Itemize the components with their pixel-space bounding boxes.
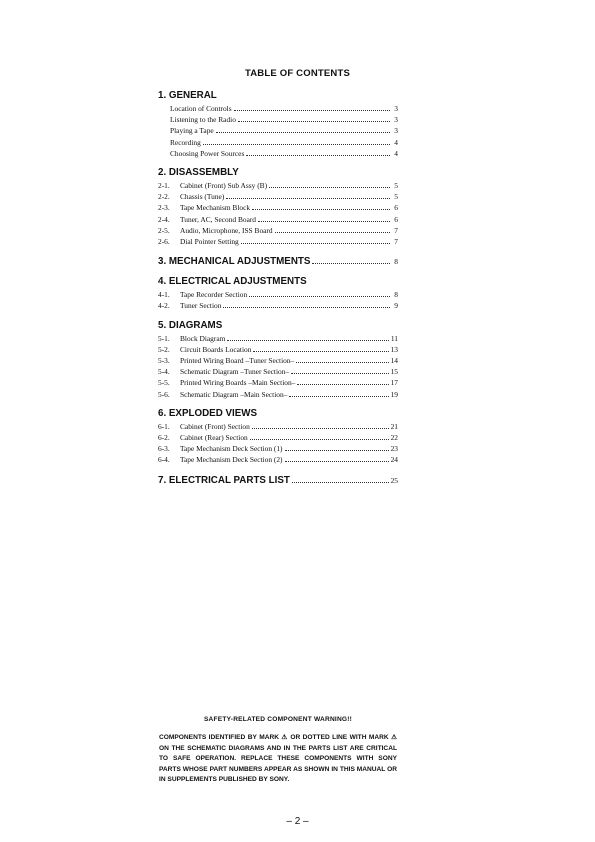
dot-leader [238,121,390,122]
entry-title: Tape Recorder Section [180,290,248,300]
dot-leader [297,384,388,385]
toc-section [158,408,398,466]
dot-leader [296,362,388,363]
entry-number: 4-2. [158,301,170,311]
entry-number: 6-3. [158,444,170,454]
entry-title: Playing a Tape [170,126,214,136]
section-heading: 7. ELECTRICAL PARTS LIST [158,474,290,486]
toc-entry [158,225,398,236]
toc-section [158,474,398,487]
toc-entry [158,289,398,300]
page-ref: 21 [390,421,398,431]
dot-leader [227,340,389,341]
entry-number: 2-2. [158,192,170,202]
dot-leader [258,221,390,222]
dot-leader [253,351,388,352]
toc-entry [158,366,398,377]
toc-section [158,255,398,268]
entry-title: Dial Pointer Setting [180,237,239,247]
page-ref: 3 [394,126,398,136]
section-heading: 4. ELECTRICAL ADJUSTMENTS [158,276,307,288]
page-ref: 25 [390,475,398,485]
page-ref: 9 [394,301,398,311]
section-heading: 2. DISASSEMBLY [158,167,239,179]
page-ref: 24 [390,455,398,465]
dot-leader [292,482,389,483]
page-ref: 14 [390,356,398,366]
entry-title: Recording [170,137,201,147]
toc-entry [158,355,398,366]
entry-number: 4-1. [158,290,170,300]
entry-number: 2-3. [158,203,170,213]
dot-leader [226,198,390,199]
toc-section [158,90,398,159]
dot-leader [223,307,390,308]
dot-leader [269,187,390,188]
entry-title: Tape Mechanism Deck Section (1) [180,444,283,454]
toc-section-heading-row [158,474,398,487]
dot-leader [289,396,388,397]
toc-list [158,90,398,495]
page-ref: 3 [394,104,398,113]
page-ref: 6 [394,214,398,224]
page-ref: 5 [394,181,398,191]
dot-leader [291,373,388,374]
toc-section-heading-row [158,255,398,268]
entry-number: 6-1. [158,421,170,431]
toc-entry [158,333,398,344]
safety-warning [159,716,397,786]
entry-title: Cabinet (Front) Section [180,421,250,431]
entry-title: Audio, Microphone, ISS Board [180,225,273,235]
entry-title: Listening to the Radio [170,115,236,125]
page-ref: 5 [394,192,398,202]
entry-title: Tape Mechanism Block [180,203,251,213]
entry-number: 5-2. [158,344,170,354]
page-ref: 6 [394,203,398,213]
dot-leader [252,428,389,429]
dot-leader [250,439,389,440]
entry-number: 5-4. [158,367,170,377]
entry-title: Cabinet (Rear) Section [180,433,248,443]
entry-title: Printed Wiring Boards –Main Section– [180,378,296,388]
entry-number: 2-1. [158,181,170,191]
page-number: – 2 – [286,816,309,827]
entry-title: Printed Wiring Board –Tuner Section– [180,356,295,366]
toc-entry [158,148,398,159]
dot-leader [252,209,390,210]
toc-entry [158,432,398,443]
entry-title: Location of Controls [170,104,232,113]
page-ref: 13 [390,344,398,354]
entry-number: 2-4. [158,214,170,224]
dot-leader [246,155,390,156]
entry-number: 5-1. [158,333,170,343]
toc-section [158,276,398,311]
entry-title: Choosing Power Sources [170,148,245,158]
dot-leader [203,144,390,145]
page-ref: 22 [390,433,398,443]
entry-number: 6-2. [158,433,170,443]
page-ref: 15 [390,367,398,377]
dot-leader [249,296,390,297]
toc-section [158,320,398,400]
entry-title: Tape Mechanism Deck Section (2) [180,455,283,465]
toc-entry [158,421,398,432]
page-ref: 3 [394,115,398,125]
toc-section [158,167,398,247]
toc-entry [158,103,398,114]
toc-entry [158,300,398,311]
warning-title: SAFETY-RELATED COMPONENT WARNING!! [203,716,353,723]
toc-entry [158,114,398,125]
entry-number: 5-5. [158,378,170,388]
entry-title: Tuner, AC, Second Board [180,214,257,224]
toc-entry [158,214,398,225]
page-ref: 19 [390,389,398,399]
entry-number: 2-6. [158,237,170,247]
toc-entry [158,180,398,191]
entry-title: Schematic Diagram –Main Section– [180,389,288,399]
dot-leader [241,243,390,244]
page-ref: 4 [394,137,398,147]
toc-entry [158,344,398,355]
entry-title: Circuit Boards Location [180,344,252,354]
page-ref: 17 [390,378,398,388]
toc-entry [158,236,398,247]
page-ref: 4 [394,148,398,158]
section-heading: 3. MECHANICAL ADJUSTMENTS [158,256,311,268]
entry-number: 5-3. [158,356,170,366]
page-ref: 23 [390,444,398,454]
entry-number: 2-5. [158,225,170,235]
entry-title: Chassis (Tune) [180,192,225,202]
toc-entry [158,454,398,465]
section-heading: 6. EXPLODED VIEWS [158,407,258,419]
page-ref: 11 [390,333,398,343]
dot-leader [285,461,389,462]
entry-number: 5-6. [158,389,170,399]
toc-entry [158,137,398,148]
toc-entry [158,389,398,400]
toc-entry [158,202,398,213]
section-heading: 5. DIAGRAMS [158,319,223,331]
dot-leader [285,450,389,451]
dot-leader [216,132,390,133]
toc-entry [158,443,398,454]
warning-body: COMPONENTS IDENTIFIED BY MARK ⚠ OR DOTTED LINE WITH MARK ⚠ ON THE SCHEMATIC DIAGRAMS AND IN THE PARTS LIST ARE CRITICAL TO SAFE OPERATION. REPLACE THESE COMPONENTS WITH SONY PARTS WHOSE PART NUMBERS APPEAR AS SHOWN IN THIS MANUAL OR IN SUPPLEMENTS PUBLISHED BY SONY. [159,734,397,784]
section-heading: 1. GENERAL [158,90,217,101]
entry-title: Cabinet (Front) Sub Assy (B) [180,181,268,191]
entry-number: 6-4. [158,455,170,465]
toc-entry [158,191,398,202]
page-ref: 8 [394,257,398,267]
dot-leader [312,263,390,264]
entry-title: Schematic Diagram –Tuner Section– [180,367,290,377]
page-ref: 7 [394,237,398,247]
dot-leader [275,232,390,233]
dot-leader [234,110,390,111]
page-ref: 8 [394,290,398,300]
toc-entry [158,125,398,136]
toc-title: TABLE OF CONTENTS [244,68,351,79]
entry-title: Block Diagram [180,333,226,343]
entry-title: Tuner Section [180,301,222,311]
toc-entry [158,377,398,388]
page-ref: 7 [394,225,398,235]
